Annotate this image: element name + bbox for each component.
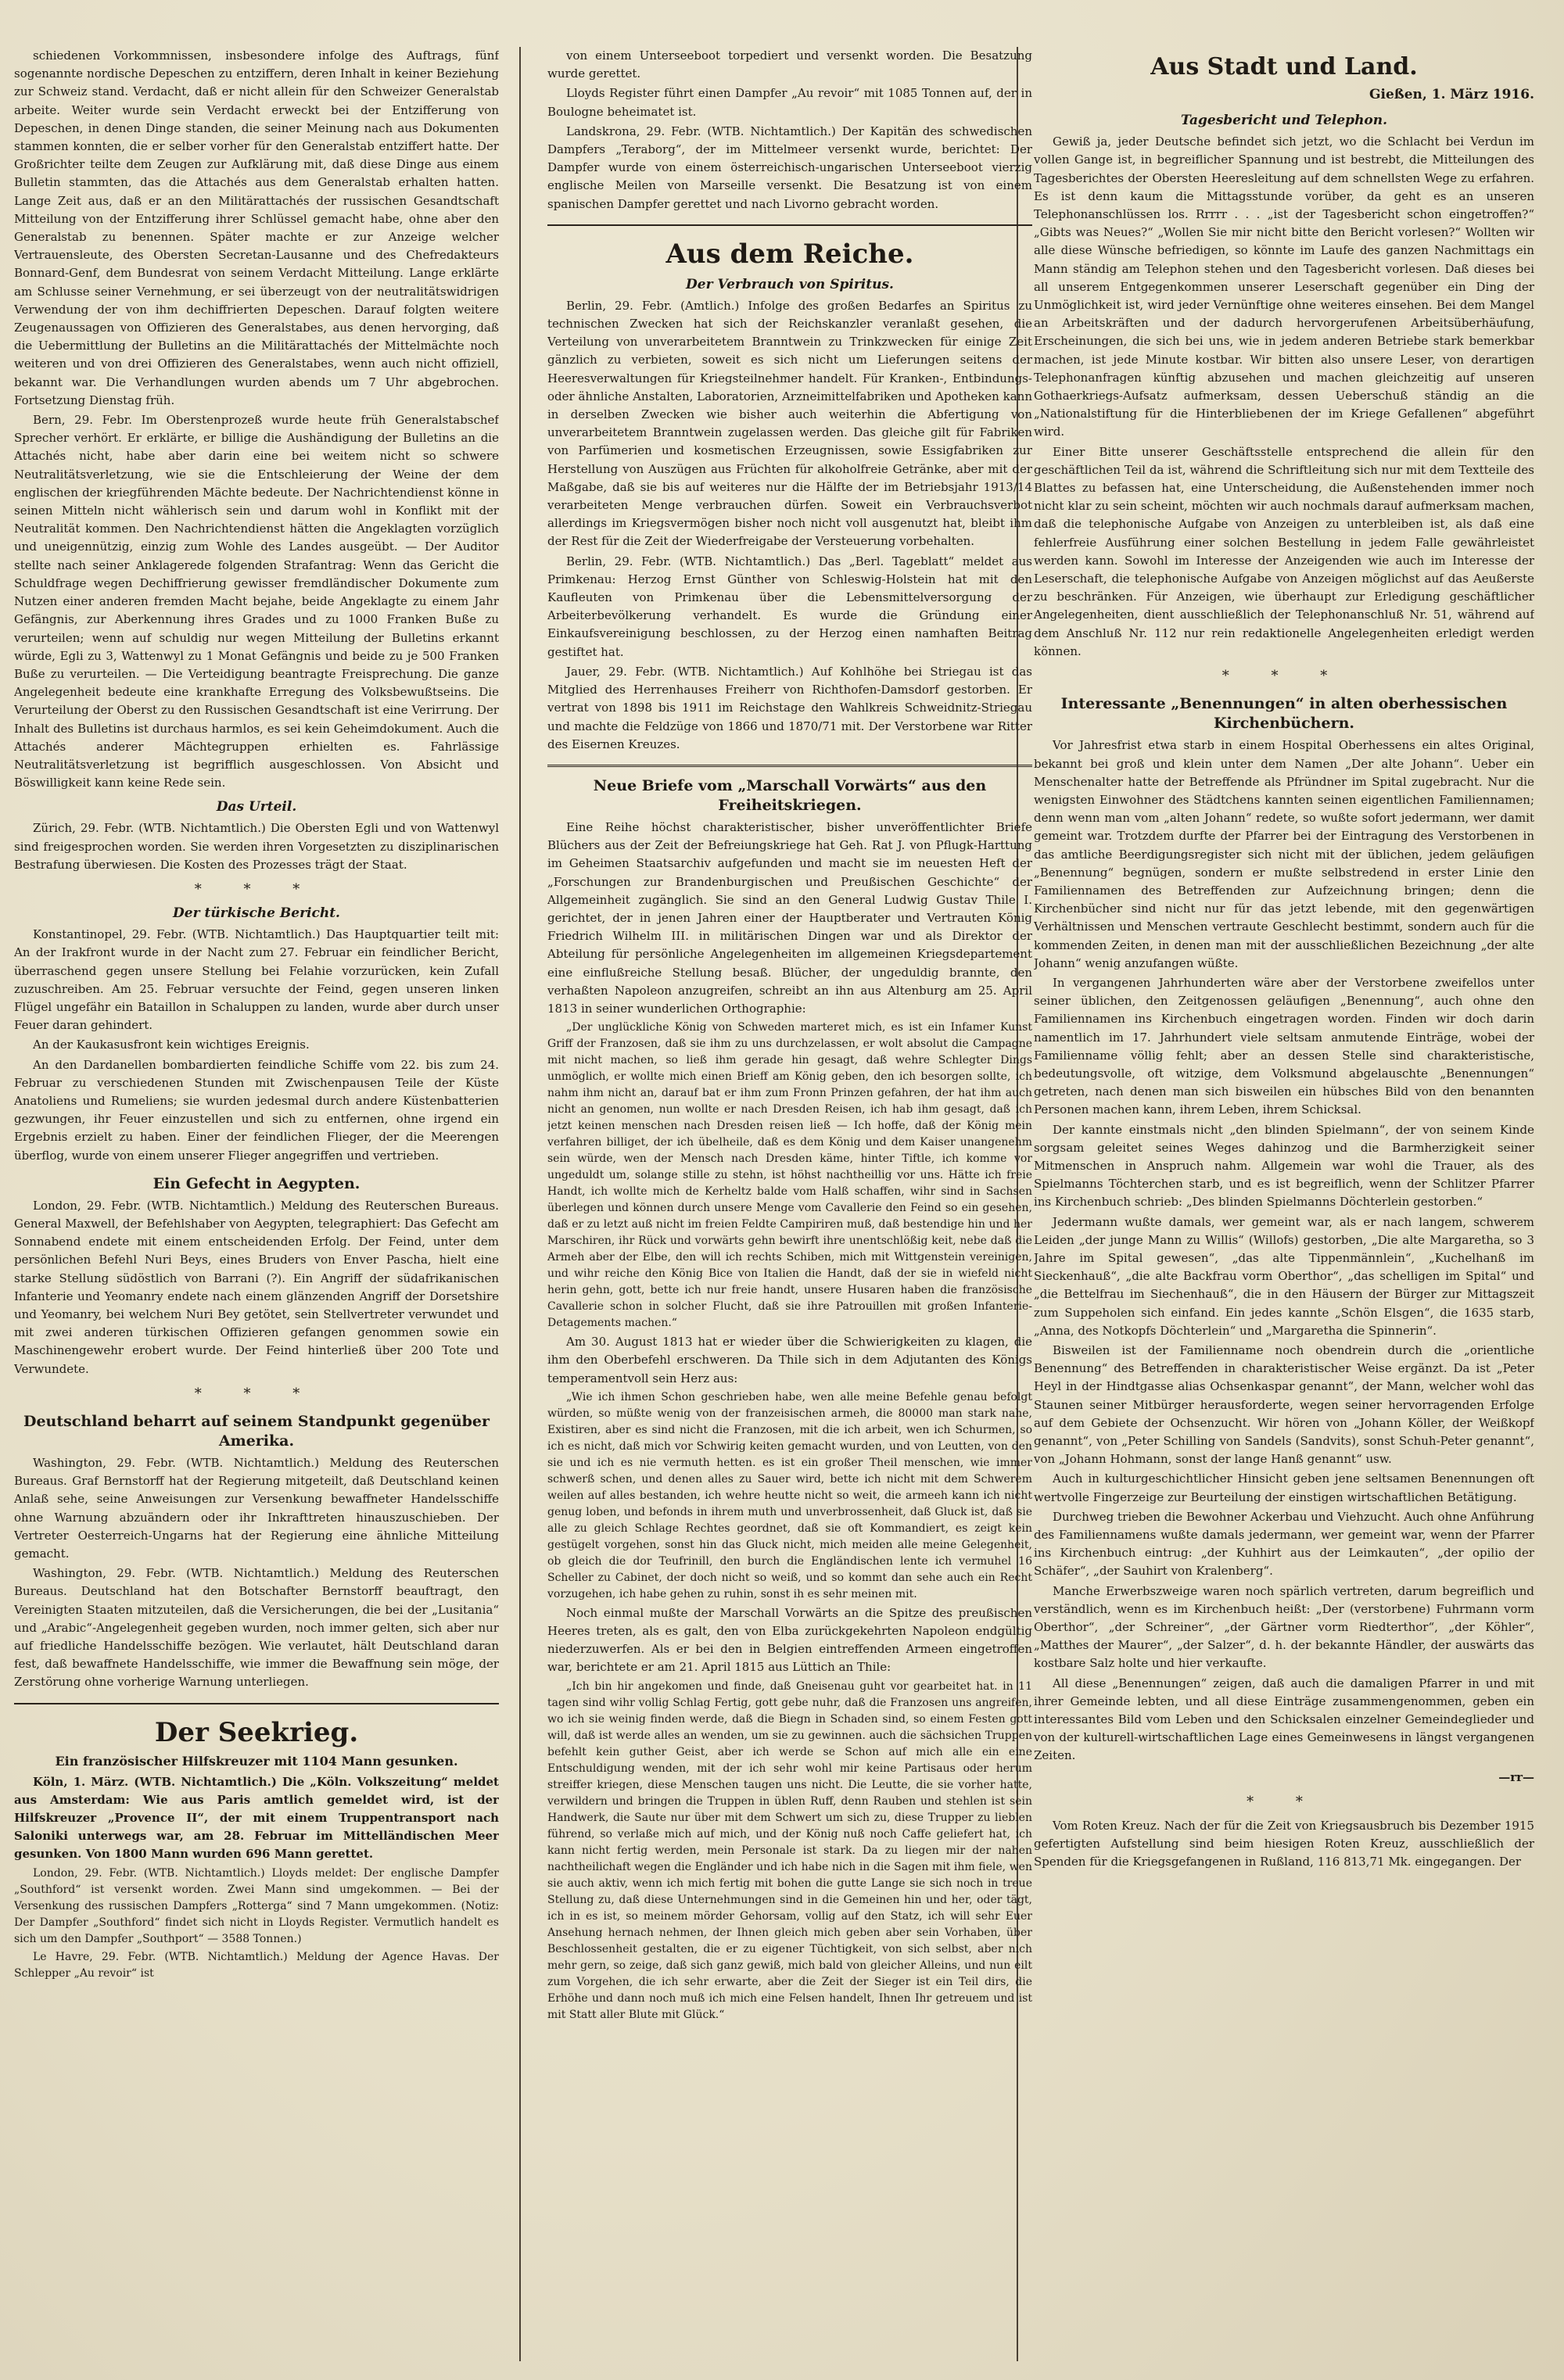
column-divider	[519, 47, 521, 2361]
separator-stars: * * *	[1221, 668, 1347, 685]
article-paragraph: All diese „Benennungen“ zeigen, daß auch die damaligen Pfarrer in und mit ihrer Gemeinde lebten, und all diese Einträge zusammengenommen, geben ein interessantes Bild vom Leben und den Schicksalen einzelner Gemeindeglieder und von der kulturell-wirtschaftlichen Lage eines Gemeinwesens in längst vergangenen Zeiten.	[1034, 1676, 1534, 1763]
article-paragraph: Köln, 1. März. (WTB. Nichtamtlich.) Die „Köln. Volkszeitung“ meldet aus Amsterdam: Wie aus Paris amtlich gemeldet wird, ist der Hilfskreuzer „Provence II“, der mit einem Truppentransport nach Saloniki unterwegs war, am 28. Februar im Mittelländischen Meer gesunken. Von 1800 Mann wurden 696 Mann gerettet.	[14, 1774, 499, 1862]
article-paragraph: London, 29. Febr. (WTB. Nichtamtlich.) Lloyds meldet: Der englische Dampfer „Southford“ ist versenkt worden. Zwei Mann sind umgekommen. — Bei der Versenkung des russischen Dampfers „Rotterga“ sind 7 Mann umgekommen. (Notiz: Der Dampfer „Southford“ findet sich nicht in Lloyds Register. Vermutlich handelt es sich um den Dampfer „Southport“ — 3588 Tonnen.)	[14, 1866, 499, 1945]
article-paragraph: Zürich, 29. Febr. (WTB. Nichtamtlich.) Die Obersten Egli und von Wattenwyl sind freigesprochen worden. Sie werden ihren Vorgesetzten zu disziplinarischen Bestrafung überwiesen. Die Kosten des Prozesses trägt der Staat.	[14, 821, 499, 872]
section-heading: Tagesbericht und Telephon.	[1180, 113, 1388, 129]
section-subheading: Ein französischer Hilfskreuzer mit 1104 Mann gesunken.	[55, 1753, 458, 1769]
article-paragraph: Vom Roten Kreuz. Nach der für die Zeit von Kriegsausbruch bis Dezember 1915 gefertigten Aufstellung sind beim hiesigen Roten Kreuz, ausschließlich der Spenden für die Kriegsgefangenen in Rußland, 116 813,71 Mk. eingegangen. Der	[1034, 1819, 1534, 1869]
column-left	[14, 47, 499, 1982]
article-paragraph: Einer Bitte unserer Geschäftsstelle entsprechend die allein für den geschäftlichen Teil da ist, während die Schriftleitung sich nur mit dem Textteile des Blattes zu befassen hat, eine Unterscheidung, die Außenstehenden immer noch nicht klar zu sein scheint, möchten wir auch nochmals darauf aufmerksam machen, daß die telephonische Aufgabe von Anzeigen zu unterbleiben ist, als daß eine fehlerfreie Ausführung einer solchen Bestellung in jedem Falle gewährleistet werden kann. Sowohl im Interesse der Anzeigenden wie auch im Interesse der Leserschaft, die telephonische Aufgabe von Anzeigen möglichst auf das Aeußerste zu beschränken. Für Anzeigen, wie überhaupt zur Erledigung geschäftlicher Angelegenheiten, dient ausschließlich der Telephonanschluß Nr. 51, während auf dem Anschluß Nr. 112 nur rein redaktionelle Angelegenheiten erledigt werden können.	[1034, 444, 1534, 658]
article-paragraph: Landskrona, 29. Febr. (WTB. Nichtamtlich.) Der Kapitän des schwedischen Dampfers „Teraborg“, der im Mittelmeer versenkt wurde, berichtet: Der Dampfer wurde von einem österreichisch-ungarischen Unterseeboot vierzig englische Meilen von Marseille versenkt. Die Besatzung ist von einem spanischen Dampfer gerettet und nach Livorno gebracht worden.	[547, 124, 1032, 211]
article-paragraph: Bisweilen ist der Familienname noch obendrein durch die „orientliche Benennung“ des Betreffenden in charakteristischer Weise ergänzt. Da ist „Peter Heyl in der Hindtgasse alias Ochsenkaspar genannt“, der Mann, welcher wohl das Staunen seiner Mitbürger herausforderte, wegen seiner hervorragenden Erfolge auf dem Gebiete der Ochsenzucht. Wir hören von „Johann Köller, der Weißkopf genannt“, von „Peter Schilling von Sandels (Sandvits), sonst Schuh-Peter genannt“, von „Johann Hohmann, sonst der lange Hanß genannt“ usw.	[1034, 1343, 1534, 1467]
article-paragraph: schiedenen Vorkommnissen, insbesondere infolge des Auftrags, fünf sogenannte nordische Depeschen zu entziffern, deren Inhalt in keiner Beziehung zur Schweiz stand. Verdacht, daß er nicht allein für den Schweizer Generalstab arbeite. Weiter wurde sein Verdacht erweckt bei der Entzifferung von Depeschen, in denen Dinge standen, die seiner Meinung nach aus Dokumenten stammen konnten, die er selber vorher für den Generalstab entziffert hatte. Der Großrichter teilte dem Zeugen zur Aufklärung mit, daß diese Dinge aus einem Bulletin stammten, das die Attachés aus dem Generalstab erhalten hatten. Lange Zeit aus, daß er an den Militärattachés der russischen Gesandtschaft Mitteilung von der Entzifferung ihrer Schlüssel gemacht habe, ohne aber den Generalstab zu benennen. Später machte er zur Anzeige welcher Vertrauensleute, des Obersten Secretan-Lausanne und des Chefredakteurs Bonnard-Genf, dem Bundesrat von seinem Verdacht Mitteilung. Lange erklärte am Schlusse seiner Vernehmung, er sei überzeugt von der neutralitätswidrigen Verwendung der von ihm dechiffrierten Depeschen. Darauf folgten weitere Zeugenaussagen von Offizieren des Generalstabes, aus denen hervorging, daß die Uebermittlung der Bulletins an die Militärattachés der Mittelmächte noch weiteren und von drei Offizieren des Generalstabes, wenn auch nicht offiziell, bekannt war. Die Verhandlungen wurden abends um 7 Uhr abgebrochen. Fortsetzung Dienstag früh.	[14, 48, 499, 407]
article-paragraph: Am 30. August 1813 hat er wieder über die Schwierigkeiten zu klagen, die ihm den Oberbefehl erschweren. Da Thile sich in dem Adjutanten des Königs temperamentvoll sein Herz aus:	[547, 1335, 1032, 1385]
author-signature: —rr—	[1498, 1769, 1534, 1784]
section-heading: Interessante „Benennungen“ in alten oberhessischen Kirchenbüchern.	[1060, 695, 1508, 733]
quoted-letter: „Wie ich ihmen Schon geschrieben habe, wen alle meine Befehle genau befolgt würden, so müßte wenig von der franzeisischen armeh, die 80000 man stark nahe, Existiren, aber es sind nicht die Franzosen, mit die ich arbeit, wen ich Schurmen, so ich es nicht, daß mich vor Schwirig keiten gemacht wurden, und von Leutten, von den sie und ich es nie vermuth hetten. es ist ein großer Theil menschen, wie immer schwerß schen, und denen alles zu Sauer wird, bette ich nicht mit dem Schwerem weilen auf alles bestanden, ich wehre heutte nicht so weit, die armeeh kann ich nicht genug loben, und befonds in ihrem muth und unverbrossenheit, daß Gluck ist, daß sie alle zu gleich Schlage Rechtes geordnet, daß sie oft Kommandiert, es zeigt kein gestügelt vorgehen, sonst hin das Gluck nicht, mich meiden alle meine Gelegenheit, ob gleich die dor Teufrinill, den burch die Engländischen lente ich vermuhel 16 Scheller zu Cabinet, der doch nicht so weiß, und so kommt dan sehe auch ein Recht vorzugehen, ich habe gehen zu ruhin, sonst ih es sehr meinen mit.	[547, 1390, 1032, 1600]
article-paragraph: Durchweg trieben die Bewohner Ackerbau und Viehzucht. Auch ohne Anführung des Familiennamens wußte damals jedermann, wer gemeint war, wenn der Pfarrer ins Kirchenbuch eintrug: „der Kuhhirt aus der Leimkauten“, „der opilio der Schäfer“, „der Sauhirt von Kralenberg“.	[1034, 1509, 1534, 1579]
column-middle	[547, 47, 1032, 2023]
section-heading: Deutschland beharrt auf seinem Standpunkt gegenüber Amerika.	[23, 1413, 490, 1450]
article-paragraph: London, 29. Febr. (WTB. Nichtamtlich.) Meldung des Reuterschen Bureaus. General Maxwell, der Befehlshaber von Aegypten, telegraphiert: Das Gefecht am Sonnabend endete mit einem entscheidenden Erfolg. Der Feind, unter dem persönlichen Befehl Nuri Beys, eines Bruders von Enver Pascha, hielt eine starke Stellung südöstlich von Barrani (?). Ein Angriff der südafrikanischen Infanterie und Yeomanry endete nach einem glänzenden Angriff der Dorsetshire und Yeomanry, bei welchem Nuri Bey getötet, sein Stellvertreter verwundet und mit zwei anderen türkischen Offizieren gefangen genommen sowie ein Maschinengewehr erobert wurde. Der Feind hinterließ über 200 Tote und Verwundete.	[14, 1198, 499, 1376]
article-paragraph: Bern, 29. Febr. Im Oberstenprozeß wurde heute früh Generalstabschef Sprecher verhört. Er erklärte, er billige die Aushändigung der Bulletins an die Attachés nicht, habe aber darin eine bei weitem nicht so schwere Neutralitätsverletzung, wie sie die Entschleierung der Weine der dem englischen der kriegführenden Mächte bedeute. Der Nachrichtendienst könne in seinen Mitteln nicht wählerisch sein und darum wohl in Konflikt mit der Neutralität kommen. Den Nachrichtendienst hätten die Angeklagten vorzüglich und uneigennützig, einzig zum Wohle des Landes ausgeübt. — Der Auditor stellte nach seiner Anklagerede folgenden Strafantrag: Wenn das Gericht die Schuldfrage wegen Dechiffrierung gewisser fremdländischer Dokumente zum Nutzen einer anderen fremden Macht bejahe, beide Angeklagte zu einem Jahr Gefängnis, zur Aberkennung ihres Grades und zu 1000 Franken Buße zu verurteilen; wenn auf schuldig nur wegen Mitteilung der Bulletins erkannt würde, Egli zu 3, Wattenwyl zu 1 Monat Gefängnis und beide zu je 500 Franken Buße zu verurteilen. — Die Verteidigung beantragte Freisprechung. Die ganze Angelegenheit bedeute eine krankhafte Erregung des Volksbewußtseins. Die Verurteilung der Oberst zu den Russischen Gesandtschaft ist eine Verirrung. Der Inhalt des Bulletins ist durchaus harmlos, es sei kein Geheimdokument. Auch die Attachés anderer Mächtegruppen erhielten es. Fahrlässige Neutralitätsverletzung ist begrifflich ausgeschlossen. Von Absicht und Böswilligkeit kann keine Rede sein.	[14, 413, 499, 790]
article-paragraph: Washington, 29. Febr. (WTB. Nichtamtlich.) Meldung des Reuterschen Bureaus. Deutschland hat den Botschafter Bernstorff beauftragt, den Vereinigten Staaten mitzuteilen, daß die Versicherungen, die bei der „Lusitania“ und „Arabic“-Angelegenheit gegeben wurden, noch immer gelten, sich aber nur auf friedliche Handelsschiffe bezögen. Wie verlautet, hält Deutschland daran fest, daß bewaffnete Handelsschiffe, wie immer die Bewaffnung sein möge, der Zerstörung ohne vorherige Warnung unterliegen.	[14, 1566, 499, 1690]
section-title: Der Seekrieg.	[154, 1716, 359, 1748]
article-paragraph: Le Havre, 29. Febr. (WTB. Nichtamtlich.) Meldung der Agence Havas. Der Schlepper „Au revoir“ ist	[14, 1950, 499, 1980]
article-paragraph: Auch in kulturgeschichtlicher Hinsicht geben jene seltsamen Benennungen oft wertvolle Fingerzeige zur Beurteilung der einstigen wirtschaftlichen Betätigung.	[1034, 1471, 1534, 1504]
article-paragraph: Vor Jahresfrist etwa starb in einem Hospital Oberhessens ein altes Original, bekannt bei groß und klein unter dem Namen „Der alte Johann“. Ueber ein Menschenalter hatte der Betreffende als Pfründner im Spital zugebracht. Nur die wenigsten Einwohner des Städtchens kannten seinen eigentlichen Familiennamen; denn wenn man vom „alten Johann“ redete, so wußte sofort jedermann, wer damit gemeint war. Trotzdem durfte der Pfarrer bei der Eintragung des Verstorbenen in das amtliche Beerdigungsregister sich nicht mit der üblichen, jedem geläufigen „Benennung“ begnügen, sondern er mußte selbstredend in erster Linie den Familiennamen des Betreffenden zur Aufzeichnung bringen; denn die Kirchenbücher sind nicht nur für das jetzt lebende, mit den gegenwärtigen Verhältnissen und Menschen vertraute Geschlecht bestimmt, sondern auch für die kommenden Zeiten, in denen man mit der ausschließlichen Bezeichnung „der alte Johann“ wenig anzufangen wüßte.	[1034, 738, 1534, 970]
article-paragraph: Der kannte einstmals nicht „den blinden Spielmann“, der von seinem Kinde sorgsam geleitet seines Weges dahinzog und die Barmherzigkeit seiner Mitmenschen in Anspruch nahm. Allgemein war wohl die Trauer, als des Spielmanns Töchterchen starb, und es ist begreiflich, wenn der Schlitzer Pfarrer ins Kirchenbuch schrieb: „Des blinden Spielmanns Döchterlein gestorben.“	[1034, 1122, 1534, 1210]
separator-stars: * * *	[194, 880, 319, 898]
section-title: Aus Stadt und Land.	[1150, 53, 1418, 81]
section-rule	[547, 765, 1032, 767]
separator-stars: * *	[1247, 1793, 1322, 1810]
article-paragraph: Berlin, 29. Febr. (Amtlich.) Infolge des großen Bedarfes an Spiritus zu technischen Zwecken hat sich der Reichskanzler veranlaßt gesehen, die Verteilung von unverarbeitetem Branntwein zu Trinkzwecken für einige Zeit gänzlich zu verbieten, soweit es sich nicht um Lieferungen seitens der Heeresverwaltungen für Kriegsteilnehmer handelt. Für Kranken-, Entbindungs- oder ähnliche Anstalten, Laboratorien, Arzneimittelfabriken und Apotheken kann in derselben Zwecken wie bisher auch weiterhin die Abfertigung von unverarbeitetem Branntwein zugelassen werden. Das gleiche gilt für Fabriken von Parfümerien und kosmetischen Erzeugnissen, sowie Essigfabriken zur Herstellung von Auszügen aus Früchten für alkoholfreie Getränke, aber mit der Maßgabe, daß sie bis auf weiteres nur die Hälfte der im Betriebsjahr 1913/14 verarbeiteten Menge verbrauchen dürfen. Soweit ein Verbrauchsverbot allerdings im Kriegsvermögen bisher noch nicht voll ausgenutzt hat, bleibt ihm der Rest für die Zeit der Wiederfreigabe der Versteuerung vorbehalten.	[547, 298, 1032, 549]
article-paragraph: Berlin, 29. Febr. (WTB. Nichtamtlich.) Das „Berl. Tageblatt“ meldet aus Primkenau: Herzog Ernst Günther von Schleswig-Holstein hat mit den Kaufleuten von Primkenau über die Lebensmittelversorgung der Arbeiterbevölkerung verhandelt. Es wurde die Gründung einer Einkaufsvereinigung beschlossen, zu der Herzog einen namhaften Beitrag gestiftet hat.	[547, 554, 1032, 659]
article-paragraph: Konstantinopel, 29. Febr. (WTB. Nichtamtlich.) Das Hauptquartier teilt mit: An der Irakfront wurde in der Nacht zum 27. Februar ein feindlicher Bericht, überraschend gegen unsere Stellung bei Felahie vorzurücken, kein Zufall zuzuschreiben. Am 25. Februar versuchte der Feind, gegen unseren linken Flügel ungefähr ein Bataillon in Schaluppen zu landen, wurde aber durch unser Feuer daran gehindert.	[14, 927, 499, 1033]
separator-stars: * * *	[194, 1385, 319, 1402]
section-heading: Das Urteil.	[216, 799, 297, 815]
section-heading: Der türkische Bericht.	[173, 905, 340, 922]
quoted-letter: „Der unglückliche König von Schweden marteret mich, es ist ein Infamer Kunst Griff der Franzosen, daß sie ihm zu uns durchzelassen, er wolt absolut die Campagne mit nicht machen, so ließ ihm gerade hin gesagt, daß wehre Schlegter Dings unmöglich, er wollte mich einen Brieff am König geben, den ich besorgen sollte, ich nahm ihm nicht an, darauf bat er ihm zum Fronn Prinzen gefahren, der hat ihm auch nicht an genomen, nun wollte er nach Dresden Reisen, ich hab ihm gesagt, daß ich jetzt keinen menschen nach Dresden reisen ließ — Ich hoffe, daß der König mein verfahren billiget, der ich übelheile, daß es dem König und dem Kaiser unangenehm sein würde, wen der Mensch nach Dresden käme, hinter Tiftle, ich komme vor ungeduldt um, solange stille zu stehn, ist höhst nachtheillig vor uns. Hätte ich freie Handt, ich wollte mich de Kerheltz balde vom Halß schaffen, wihr sind in Sachsen überlegen und können durch unsere Menge vom Cavallerie den Feind so ein gesehen, daß er zu letzt auß nicht im freien Feldte Campiriren muß, daß bestendige hin und her Marschiren, ihr Rück und vorwärts gehn bewirft ihre unentschlößig keit, nebe daß die Armeh aber der Elbe, den will ich rechts Schiben, mich mit Wittgenstein vereinigen, und wihr reiche den König Bice von Italien die Handt, daß der sie in wiefeld nicht herin gehn, gott, bette ich nur freie handt, unsere Husaren haben die französische Cavallerie schon in solcher Flucht, daß sie ihre Patrouillen mit großen Infanterie-Detagements machen.“	[547, 1021, 1032, 1330]
article-paragraph: Jedermann wußte damals, wer gemeint war, als er nach langem, schwerem Leiden „der junge Mann zu Willis“ (Willofs) gestorben, „Die alte Margaretha, so 3 Jahre im Spital gewesen“, „das alte Tippenmännlein“, „Kuchelhanß im Sieckenhauß“, „die alte Backfrau vorm Oberthor“, „das schelligen im Spital“ und „die Bettelfrau im Siechenhauß“, die in den Häusern der Bürger zur Mittagszeit zum Suppeholen sich einfand. Ein jedes kannte „Schön Elsgen“, die 1635 starb, „Anna, des Notkopfs Döchterlein“ und „Margaretha die Spinnerin“.	[1034, 1214, 1534, 1338]
article-paragraph: Eine Reihe höchst charakteristischer, bisher unveröffentlichter Briefe Blüchers aus der Zeit der Befreiungskriege hat Geh. Rat J. von Pflugk-Harttung im Geheimen Staatsarchiv aufgefunden und macht sie im neuesten Heft der „Forschungen zur Brandenburgischen und Preußischen Geschichte“ der Allgemeinheit zugänglich. Sie sind an den General Ludwig Gustav Thile I. gerichtet, der in jenen Jahren einer der Hauptberater und Vertrauten König Friedrich Wilhelm III. in militärischen Dingen war und als Direktor der Abteilung für persönliche Angelegenheiten im allgemeinen Kriegsdepartement eine einflußreiche Stellung besaß. Blücher, der ungeduldig brannte, den verhaßten Napoleon anzugreifen, schreibt an ihn aus Altenburg am 25. April 1813 in seiner wunderlichen Orthographie:	[547, 819, 1032, 1016]
section-heading: Neue Briefe vom „Marschall Vorwärts“ aus den Freiheitskriegen.	[593, 776, 987, 814]
article-paragraph: von einem Unterseeboot torpediert und versenkt worden. Die Besatzung wurde gerettet.	[547, 48, 1032, 81]
article-paragraph: An den Dardanellen bombardierten feindliche Schiffe vom 22. bis zum 24. Februar zu verschiedenen Stunden mit Zwischenpausen Teile der Küste Anatoliens und Rumeliens; sie wurden jedesmal durch andere Küstenbatterien gezwungen, ihr Feuer einzustellen und sich zu entfernen, ohne irgend ein Ergebnis erzielt zu haben. Einer der feindlichen Flieger, der die Meerengen überflog, wurde von einem unserer Flieger angegriffen und vertrieben.	[14, 1057, 499, 1163]
article-paragraph: Noch einmal mußte der Marschall Vorwärts an die Spitze des preußischen Heeres treten, als es galt, den von Elba zurückgekehrten Napoleon endgültig niederzuwerfen. Als er bei den in Belgien eintreffenden Armeen eingetroffen war, berichtete er am 21. April 1815 aus Lüttich an Thile:	[547, 1605, 1032, 1675]
article-paragraph: In vergangenen Jahrhunderten wäre aber der Verstorbene zweifellos unter seiner üblichen, den Zeitgenossen geläufigen „Benennung“, auch ohne den Familiennamen ins Kirchenbuch eingetragen worden. Finden wir doch darin namentlich im 17. Jahrhundert viele seltsam anmutende Einträge, wobei der Familienname völlig fehlt; aber an dessen Stelle sind charakteristische, bedeutungsvolle, oft witzige, dem Volksmund abgelauschte „Benennungen“ getreten, nach denen man sich bisweilen ein hübsches Bild von den benannten Personen machen kann, ihrem Leben, ihrem Schicksal.	[1034, 975, 1534, 1117]
article-paragraph: Jauer, 29. Febr. (WTB. Nichtamtlich.) Auf Kohlhöhe bei Striegau ist das Mitglied des Herrenhauses Freiherr von Richthofen-Damsdorf gestorben. Er vertrat von 1898 bis 1911 im Reichstage den Wahlkreis Schweidnitz-Striegau und machte die Feldzüge von 1866 und 1870/71 mit. Der Verstorbene war Ritter des Eisernen Kreuzes.	[547, 664, 1032, 751]
section-rule	[14, 1703, 499, 1704]
column-right	[1034, 47, 1534, 1872]
section-rule	[547, 224, 1032, 226]
section-heading: Der Verbrauch von Spiritus.	[686, 276, 894, 292]
article-paragraph: Gewiß ja, jeder Deutsche befindet sich jetzt, wo die Schlacht bei Verdun im vollen Gange ist, in begreiflicher Spannung und ist bestrebt, die Mitteilungen des Tagesberichtes der Obersten Heeresleitung auf dem schnellsten Wege zu erfahren. Es ist denn kaum die Mittagsstunde vorüber, da geht es an unseren Telephonanschlüssen los. Rrrrr . . . „ist der Tagesbericht schon eingetroffen?“ „Gibts was Neues?“ „Wollen Sie mir nicht bitte den Bericht vorlesen?“ Wollten wir alle diese Wünsche befriedigen, so könnte im Laufe des ganzen Nachmittags ein Mann ständig am Telephon stehen und den Tagesbericht vorlesen. Daß dieses bei all unserem Entgegenkommen unserer Leserschaft gegenüber ein Ding der Unmöglichkeit ist, wird jeder Vernünftige ohne weiteres einsehen. Bei dem Mangel an Arbeitskräften und der dadurch hervorgerufenen Arbeitsüberhäufung, Erscheinungen, die sich bei uns, wie in jedem anderen Betriebe stark bemerkbar machen, ist jede Minute kostbar. Wir bitten also unsere Leser, von derartigen Telephonanfragen künftig abzusehen und machen gleichzeitig auf unseren Gothaerkriegs-Aufsatz aufmerksam, dessen Ueberschuß ständig an die „Nationalstiftung für die Hinterbliebenen der im Kriege Gefallenen“ abgeführt wird.	[1034, 134, 1534, 439]
quoted-letter: „Ich bin hir angekomen und finde, daß Gneisenau guht vor gearbeitet hat. in 11 tagen sind wihr vollig Schlag Fertig, gott gebe nuhr, daß die Franzosen uns angreifen, wo ich sie weinig finden werde, daß die Biegn in Schaden sind, so einem Festen gott will, daß ist werde alles an wenden, um sie zu gewinnen. auch die sächsichen Truppen befehlt kein guther Geist, aber ich werde se Schon auf mich alle ein eine Entschuldigung wenden, mit der ich sehr wohl mir keine Partisaus oder herum streiffer kriegen, diese Menschen taugen uns nicht. Die Leutte, die sie vorher hatte, verwildern und bringen die Truppen in üblen Ruff, denn Rauben und stehlen ist sein Handwerk, die Saute nur über mit dem Schwert um sich zu, diese Trupper zu lieblen führend, so verlaße mich auf mich, und der König nuß noch Caffe geliefert hat, ich kann nicht fertig werden, mein Personale ist stark. Da zu liegen mir der nahen nachtheilichaft wegen die Engländer und ich habe nich in die Sagen mit ihm fiele, wen sie auch aktiv, wenn ich mich fertig mit bohen die gutte Lange sie sich noch in treue Stellung zu, daß diese Unternehmungen sind in die Gemeinen hin und her, oder tägt, ich in es ist, so meinem mörder Gehorsam, vollig auf den Statz, ich will sehr Euer Ansehung hernach nehmen, der Ihnen gleich mich geben aber sein Vorhaben, über Beschlossenheit gestalten, die er zu eigener Tüchtigkeit, von sich selbst, aber nich mehr gern, so zeige, daß sich ganz gewiß, mich bald von gleicher Alleins, und nun eilt zum Vorgehen, die ich sehr erwarte, aber die Zeit der Sieger ist ein Teil dirs, die Erhöhe und dann noch muß ich mich eine Felsen handelt, Ihnen Ihr getreuem und ist mit Statt aller Blute mit Glück.“	[547, 1679, 1032, 2021]
article-paragraph: Washington, 29. Febr. (WTB. Nichtamtlich.) Meldung des Reuterschen Bureaus. Graf Bernstorff hat der Regierung mitgeteilt, daß Deutschland keinen Anlaß sehe, seine Anweisungen zur Versenkung bewaffneter Handelsschiffe ohne Warnung abzuändern oder ihr Inkrafttreten hinauszuschieben. Der Vertreter Oesterreich-Ungarns hat der Regierung eine ähnliche Mitteilung gemacht.	[14, 1456, 499, 1561]
article-paragraph: An der Kaukasusfront kein wichtiges Ereignis.	[33, 1038, 310, 1052]
section-heading: Ein Gefecht in Aegypten.	[152, 1174, 361, 1192]
article-paragraph: Manche Erwerbszweige waren noch spärlich vertreten, darum begreiflich und verständlich, wenn es im Kirchenbuch heißt: „Der (verstorbene) Fuhrmann vorm Oberthor“, „der Schreiner“, „der Gärtner vorm Riedterthor“, „der Köhler“, „Matthes der Maurer“, „der Salzer“, d. h. der bekannte Händler, der auswärts das kostbare Salz holte und hier verkaufte.	[1034, 1583, 1534, 1671]
article-paragraph: Lloyds Register führt einen Dampfer „Au revoir“ mit 1085 Tonnen auf, der in Boulogne beheimatet ist.	[547, 86, 1032, 119]
dateline: Gießen, 1. März 1916.	[1369, 87, 1534, 102]
section-title: Aus dem Reiche.	[665, 238, 914, 270]
